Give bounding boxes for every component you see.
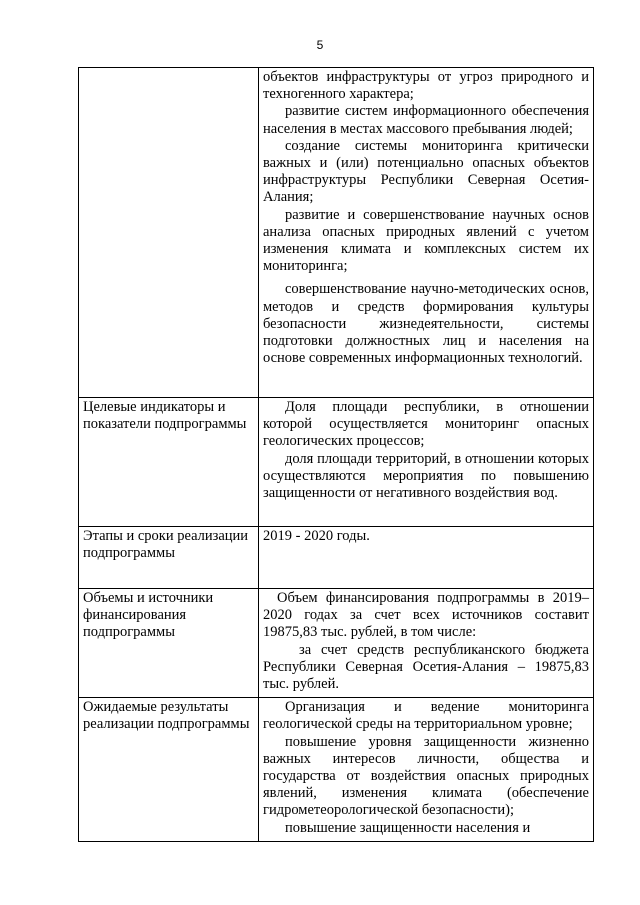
page-number: 5 <box>316 38 324 52</box>
table-row-financing <box>79 589 594 698</box>
paragraph: 2019 - 2020 годы. <box>263 528 370 544</box>
row-content <box>259 698 594 842</box>
row-content <box>259 589 594 698</box>
paragraph: за счет средств республиканского бюджета Республики Северная Осетия-Алания – 19875,83 тыс. рублей. <box>263 641 589 693</box>
paragraph: Организация и ведение мониторинга геологической среды на территориальном уровне; <box>263 699 589 733</box>
row-label <box>79 68 259 398</box>
paragraph: создание системы мониторинга критически важных и (или) потенциально опасных объектов инфраструктуры Республики Северная Осетия-Алания; <box>263 137 589 206</box>
subprogram-passport-table <box>78 67 594 842</box>
table-row-expected-results <box>79 698 594 842</box>
paragraph: доля площади территорий, в отношении которых осуществляются мероприятия по повышению защищенности от негативного воздействия вод. <box>263 450 589 502</box>
row-content <box>259 527 594 589</box>
table-row-objectives-continued <box>79 68 594 398</box>
row-label: Целевые индикаторы и показатели подпрограммы <box>79 398 259 527</box>
paragraph: развитие систем информационного обеспечения населения в местах массового пребывания людей; <box>263 103 589 137</box>
paragraph: Объем финансирования подпрограммы в 2019–2020 годах за счет всех источников составит 19875,83 тыс. рублей, в том числе: <box>263 590 589 641</box>
row-label: Ожидаемые результаты реализации подпрограммы <box>79 698 259 842</box>
row-content <box>259 68 594 398</box>
table-row-indicators <box>79 398 594 527</box>
paragraph: Доля площади республики, в отношении которой осуществляется мониторинг опасных геологических процессов; <box>263 399 589 450</box>
row-label: Этапы и сроки реализации подпрограммы <box>79 527 259 589</box>
paragraph: повышение защищенности населения и <box>285 819 531 836</box>
row-content <box>259 398 594 527</box>
paragraph: повышение уровня защищенности жизненно важных интересов личности, общества и государства от воздействия опасных природных явлений, изменения климата (обеспечение гидрометеорологической безопасности); <box>263 733 589 819</box>
table-row-stages <box>79 527 594 589</box>
paragraph: совершенствование научно-методических основ, методов и средств формирования культуры безопасности жизнедеятельности, системы подготовки должностных лиц и населения на основе современных информационных технологий. <box>263 281 589 367</box>
paragraph: объектов инфраструктуры от угроз природного и техногенного характера; <box>263 69 589 103</box>
paragraph: развитие и совершенствование научных основ анализа опасных природных явлений с учетом изменения климата и комплексных систем их мониторинга; <box>263 206 589 275</box>
row-label: Объемы и источники финансирования подпрограммы <box>79 589 259 698</box>
